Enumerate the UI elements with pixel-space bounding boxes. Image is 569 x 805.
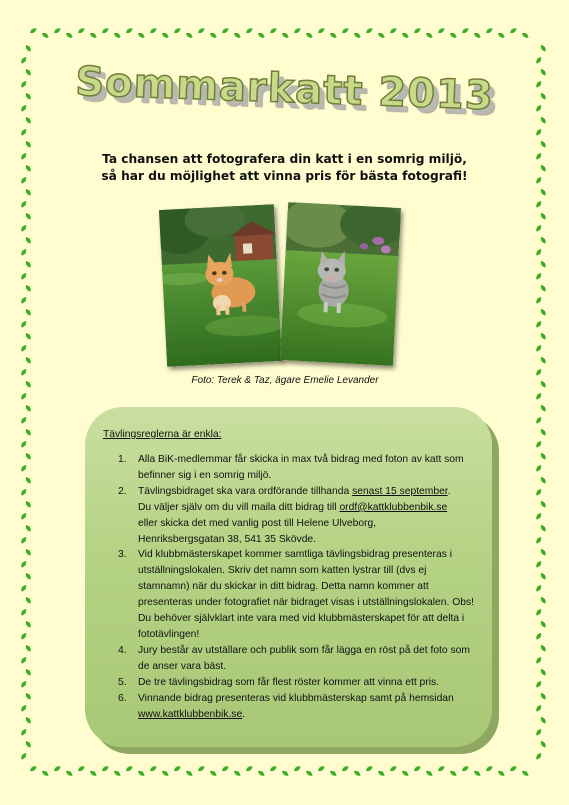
leaf-icon (539, 332, 547, 341)
leaf-icon (137, 31, 146, 39)
leaf-icon (329, 769, 338, 777)
leaf-icon (377, 769, 386, 777)
intro-line-1: Ta chansen att fotografera din katt i en somrig miljö, (102, 152, 467, 166)
leaf-icon (365, 765, 374, 773)
leaf-icon (221, 27, 230, 35)
leaf-icon (535, 680, 543, 689)
leaf-icon (305, 31, 314, 39)
leaf-icon (20, 560, 28, 569)
leaf-icon (509, 27, 518, 35)
leaf-icon (209, 31, 218, 39)
leaf-icon (535, 272, 543, 281)
leaf-icon (24, 140, 32, 149)
leaf-icon (485, 765, 494, 773)
leaf-icon (24, 620, 32, 629)
leaf-icon (535, 752, 543, 761)
leaf-icon (539, 620, 547, 629)
leaf-icon (535, 56, 543, 65)
leaf-icon (535, 440, 543, 449)
leaf-icon (89, 31, 98, 39)
leaf-icon (329, 31, 338, 39)
leaf-icon (185, 31, 194, 39)
list-item-text: Vinnande bidrag presenteras vid klubbmästerskap samt på hemsidan (138, 692, 454, 704)
leaf-icon (461, 765, 470, 773)
leaf-icon (20, 536, 28, 545)
leaf-icon (293, 27, 302, 35)
list-item-text: . (447, 485, 451, 497)
leaf-icon (233, 31, 242, 39)
leaf-icon (65, 31, 74, 39)
leaf-icon (535, 584, 543, 593)
leaf-icon (341, 27, 350, 35)
leaf-icon (24, 164, 32, 173)
leaf-icon (281, 31, 290, 39)
leaf-icon (521, 769, 530, 777)
intro-line-2: så har du möjlighet att vinna pris för bästa fotografi! (101, 169, 468, 183)
leaf-icon (539, 524, 547, 533)
leaf-icon (401, 769, 410, 777)
leaf-icon (293, 765, 302, 773)
leaf-icon (24, 524, 32, 533)
leaf-icon (125, 27, 134, 35)
leaf-icon (24, 260, 32, 269)
leaf-icon (539, 644, 547, 653)
leaf-icon (221, 765, 230, 773)
rules-heading: Tävlingsreglerna är enkla: (103, 429, 222, 440)
leaf-icon (24, 44, 32, 53)
leaf-icon (20, 584, 28, 593)
leaf-icon (20, 368, 28, 377)
leaf-icon (425, 31, 434, 39)
leaf-icon (539, 140, 547, 149)
leaf-icon (449, 31, 458, 39)
leaf-icon (353, 769, 362, 777)
leaf-icon (173, 27, 182, 35)
leaf-icon (539, 44, 547, 53)
leaf-icon (233, 769, 242, 777)
leaf-icon (53, 765, 62, 773)
leaf-icon (24, 716, 32, 725)
leaf-icon (539, 548, 547, 557)
leaf-icon (535, 320, 543, 329)
leaf-icon (539, 356, 547, 365)
leaf-icon (24, 644, 32, 653)
leaf-icon (20, 632, 28, 641)
leaf-icon (101, 27, 110, 35)
leaf-icon (20, 440, 28, 449)
leaf-icon (535, 128, 543, 137)
leaf-icon (413, 765, 422, 773)
leaf-icon (89, 769, 98, 777)
list-item-text: Henriksbergsgatan 38, 541 35 Skövde. (138, 533, 317, 545)
leaf-icon (20, 608, 28, 617)
leaf-icon (535, 296, 543, 305)
leaf-icon (461, 27, 470, 35)
leaf-icon (20, 320, 28, 329)
leaf-icon (539, 236, 547, 245)
list-item-number: 2. (118, 485, 127, 497)
leaf-icon (539, 188, 547, 197)
leaf-icon (101, 765, 110, 773)
leaf-icon (20, 680, 28, 689)
leaf-icon (535, 416, 543, 425)
leaf-icon (413, 27, 422, 35)
leaf-icon (20, 512, 28, 521)
list-item-text: Tävlingsbidraget ska vara ordförande tillhanda (138, 485, 353, 497)
leaf-icon (389, 27, 398, 35)
website-link[interactable]: www.kattklubbenbik.se (138, 708, 243, 720)
leaf-icon (539, 284, 547, 293)
list-item-number: 3. (118, 549, 127, 561)
leaf-icon (535, 608, 543, 617)
leaf-icon (20, 104, 28, 113)
leaf-icon (521, 31, 530, 39)
leaf-icon (539, 260, 547, 269)
leaf-icon (377, 31, 386, 39)
leaf-icon (509, 765, 518, 773)
leaf-icon (245, 27, 254, 35)
list-item-text: Alla BiK-medlemmar får skicka in max två bidrag med foton av katt som befinner sig i en somrig miljö. (138, 454, 464, 481)
leaf-icon (24, 116, 32, 125)
leaf-icon (24, 188, 32, 197)
leaf-icon (317, 27, 326, 35)
leaf-icon (197, 27, 206, 35)
leaf-icon (20, 296, 28, 305)
leaf-icon (53, 27, 62, 35)
leaf-icon (24, 332, 32, 341)
leaf-icon (161, 769, 170, 777)
leaf-icon (535, 368, 543, 377)
list-item-text: Du väljer själv om du vill maila ditt bidrag till (138, 501, 340, 513)
leaf-icon (20, 224, 28, 233)
leaf-icon (173, 765, 182, 773)
leaf-icon (77, 27, 86, 35)
leaf-icon (24, 548, 32, 557)
leaf-icon (269, 27, 278, 35)
leaf-icon (20, 728, 28, 737)
leaf-icon (20, 656, 28, 665)
leaf-icon (535, 560, 543, 569)
intro-text (60, 151, 509, 185)
leaf-icon (245, 765, 254, 773)
leaf-icon (535, 152, 543, 161)
leaf-icon (24, 428, 32, 437)
leaf-icon (305, 769, 314, 777)
leaf-icon (539, 692, 547, 701)
leaf-icon (535, 536, 543, 545)
leaf-icon (539, 164, 547, 173)
list-item-number: 5. (118, 676, 127, 688)
leaf-icon (24, 692, 32, 701)
list-item-text: . (242, 708, 246, 720)
leaf-icon (20, 128, 28, 137)
leaf-icon (29, 765, 38, 773)
leaf-icon (539, 380, 547, 389)
leaf-icon (539, 452, 547, 461)
leaf-icon (535, 392, 543, 401)
leaf-icon (209, 769, 218, 777)
list-item (118, 691, 478, 723)
leaf-icon (20, 248, 28, 257)
leaf-icon (137, 769, 146, 777)
email-link[interactable]: ordf@kattklubbenbik.se (339, 501, 448, 513)
leaf-icon (539, 500, 547, 509)
leaf-icon (161, 31, 170, 39)
leaf-icon (24, 284, 32, 293)
leaf-icon (437, 27, 446, 35)
leaf-icon (535, 632, 543, 641)
leaf-icon (41, 31, 50, 39)
leaf-icon (449, 769, 458, 777)
leaf-icon (65, 769, 74, 777)
list-item (118, 547, 478, 642)
leaf-icon (269, 765, 278, 773)
leaf-icon (497, 769, 506, 777)
leaf-icon (24, 500, 32, 509)
leaf-icon (535, 224, 543, 233)
leaf-icon (535, 512, 543, 521)
grey-kitten-image (280, 202, 401, 366)
deadline-text: senast 15 september (352, 485, 448, 497)
leaf-icon (539, 212, 547, 221)
leaf-icon (20, 200, 28, 209)
leaf-icon (281, 769, 290, 777)
leaf-icon (535, 344, 543, 353)
leaf-icon (20, 176, 28, 185)
leaf-icon (539, 596, 547, 605)
leaf-icon (535, 464, 543, 473)
leaf-icon (20, 488, 28, 497)
leaf-icon (24, 380, 32, 389)
orange-kitten-image (159, 204, 282, 367)
list-item-number: 6. (118, 692, 127, 704)
leaf-icon (125, 765, 134, 773)
leaf-icon (341, 765, 350, 773)
leaf-icon (353, 31, 362, 39)
leaf-icon (535, 200, 543, 209)
leaf-icon (20, 272, 28, 281)
list-item (118, 484, 478, 548)
rules-list (118, 452, 478, 722)
list-item-text: eller skicka det med vanlig post till Helene Ulveborg, (138, 517, 377, 529)
list-item (118, 675, 478, 691)
leaf-icon (485, 27, 494, 35)
leaf-icon (24, 404, 32, 413)
list-item (118, 643, 478, 675)
list-item-number: 4. (118, 644, 127, 656)
leaf-icon (473, 769, 482, 777)
list-item-text: Vid klubbmästerskapet kommer samtliga tävlingsbidrag presenteras i utställningslokalen. Skriv det namn som katten lystrar till (dvs ej stamnamn) när du skickar in ditt bidrag. Detta namn kommer att presenteras under fotografiet när bidraget visas i utställningslokalen. Obs! Du behöver självklart inte vara med vid klubbmästerskapet för att delta i fototävlingen! (138, 549, 474, 640)
leaf-icon (535, 248, 543, 257)
leaf-icon (29, 27, 38, 35)
leaf-icon (539, 740, 547, 749)
leaf-icon (257, 769, 266, 777)
leaf-icon (535, 656, 543, 665)
leaf-icon (20, 392, 28, 401)
leaf-icon (149, 765, 158, 773)
leaf-icon (24, 572, 32, 581)
leaf-icon (539, 668, 547, 677)
leaf-icon (425, 769, 434, 777)
leaf-icon (24, 356, 32, 365)
leaf-icon (497, 31, 506, 39)
leaf-icon (535, 728, 543, 737)
leaf-icon (317, 765, 326, 773)
leaf-icon (113, 31, 122, 39)
list-item-text: De tre tävlingsbidrag som får flest röster kommer att vinna ett pris. (138, 676, 440, 688)
leaf-icon (197, 765, 206, 773)
leaf-icon (365, 27, 374, 35)
leaf-icon (539, 716, 547, 725)
leaf-icon (20, 344, 28, 353)
leaf-icon (437, 765, 446, 773)
leaf-icon (539, 476, 547, 485)
leaf-icon (539, 572, 547, 581)
leaf-icon (539, 308, 547, 317)
leaf-icon (539, 404, 547, 413)
leaf-icon (113, 769, 122, 777)
leaf-icon (24, 452, 32, 461)
leaf-icon (77, 765, 86, 773)
leaf-icon (24, 596, 32, 605)
leaf-icon (539, 428, 547, 437)
leaf-icon (20, 152, 28, 161)
leaf-icon (535, 488, 543, 497)
leaf-icon (20, 416, 28, 425)
leaf-icon (473, 31, 482, 39)
photo-grey-kitten (280, 202, 401, 366)
leaf-icon (24, 236, 32, 245)
leaf-icon (24, 308, 32, 317)
leaf-icon (24, 740, 32, 749)
photo-caption: Foto: Terek & Taz, ägare Emelie Levander (191, 375, 379, 386)
leaf-icon (20, 704, 28, 713)
leaf-icon (20, 464, 28, 473)
leaf-icon (41, 769, 50, 777)
leaf-icon (24, 668, 32, 677)
leaf-icon (149, 27, 158, 35)
leaf-icon (185, 769, 194, 777)
leaf-icon (535, 704, 543, 713)
list-item-text: Jury består av utställare och publik som får lägga en röst på det foto som de anser vara bäst. (138, 644, 470, 672)
leaf-icon (535, 176, 543, 185)
leaf-icon (257, 31, 266, 39)
leaf-icon (389, 765, 398, 773)
photo-orange-kitten (159, 204, 282, 367)
leaf-icon (24, 212, 32, 221)
page-title: Sommarkatt 2013 (74, 58, 495, 120)
leaf-icon (401, 31, 410, 39)
list-item-number: 1. (118, 454, 127, 465)
leaf-icon (20, 752, 28, 761)
leaf-icon (24, 476, 32, 485)
list-item (118, 452, 478, 484)
